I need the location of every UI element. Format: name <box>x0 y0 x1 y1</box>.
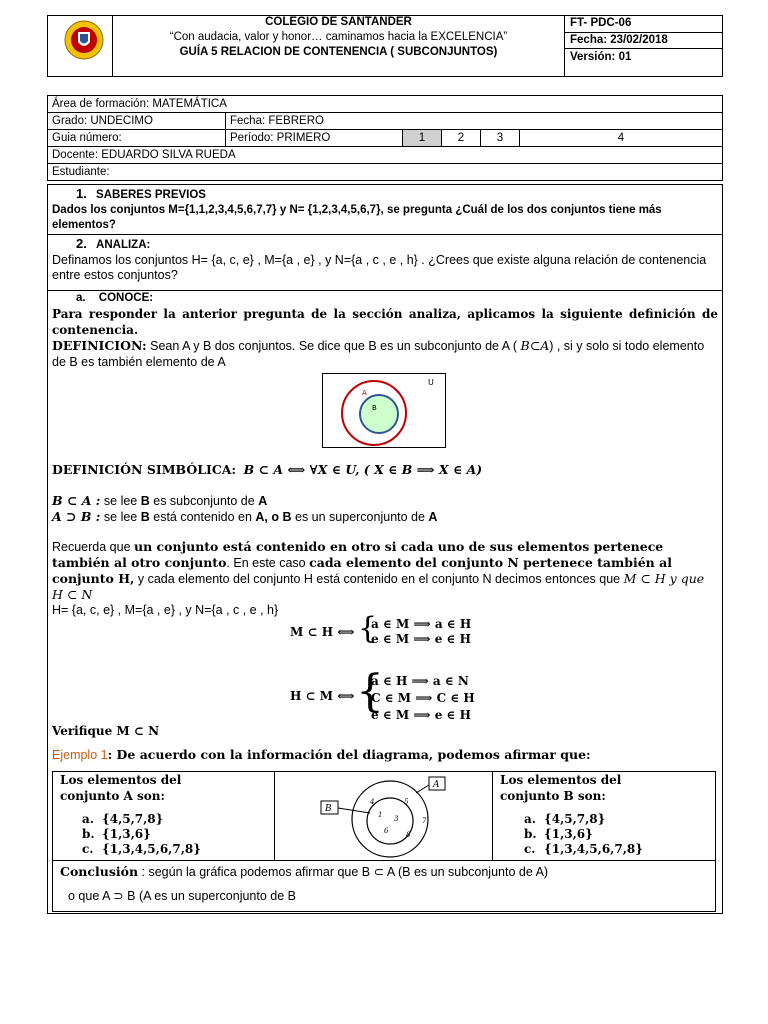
option-letter: b. <box>524 827 537 841</box>
reading-1-text-b: B <box>140 494 150 508</box>
right-option-c <box>524 842 643 857</box>
venn2-num: 1 <box>378 811 383 819</box>
reading-2-text-d: A, o B <box>255 510 292 524</box>
example-heading <box>52 747 591 762</box>
guide-title: GUÍA 5 RELACION DE CONTENENCIA ( SUBCONJUNTOS) <box>179 46 498 58</box>
venn2-num: 8 <box>406 831 411 839</box>
venn1-label-a: A <box>362 389 367 397</box>
option-value: {4,5,7,8} <box>544 812 606 826</box>
period-1: 1 <box>403 130 442 147</box>
example-col-2 <box>492 771 493 860</box>
header-code-line1 <box>564 32 723 33</box>
option-letter: c. <box>82 842 94 856</box>
reminder-text-4: cada elemento del conjunto N pertenece también al conjunto H, <box>52 555 672 586</box>
equation-2-lhs: H ⊂ M ⟺ <box>290 689 355 703</box>
equation-1-brace: { <box>358 611 378 646</box>
option-letter: a. <box>524 812 536 826</box>
example-col-1 <box>274 771 275 860</box>
conclusion-line-2: o que A ⊃ B (A es un superconjunto de B <box>68 889 296 903</box>
equation-2-row: e ∈ M ⟹ e ∈ H <box>371 708 471 722</box>
s3-title: CONOCE: <box>98 292 154 304</box>
definition <box>52 338 718 370</box>
reminder-text-7: H= {a, c, e} , M={a , e} , y N={a , c , e , h} <box>52 603 279 617</box>
reminder-paragraph <box>52 539 712 618</box>
period-cell: Período: PRIMERO <box>226 130 403 147</box>
teacher-cell: Docente: EDUARDO SILVA RUEDA <box>48 147 723 164</box>
symbolic-label: DEFINICIÓN SIMBÓLICA: <box>52 462 237 477</box>
conclusion-line-1 <box>60 864 548 879</box>
s3-intro: Para responder la anterior pregunta de la sección analiza, aplicamos la siguiente definición de contenencia. <box>52 307 718 337</box>
right-options <box>524 812 643 857</box>
venn2-num: 4 <box>370 798 375 806</box>
venn2-label-b: B <box>325 804 332 814</box>
student-cell: Estudiante: <box>48 164 723 181</box>
venn2-num: 7 <box>422 817 427 825</box>
reading-2-text-b: B <box>140 510 150 524</box>
area-cell: Área de formación: MATEMÁTICA <box>48 96 723 113</box>
s3-number: a. <box>76 292 86 304</box>
definition-text-1: Sean A y B dos conjuntos. Se dice que B es un subconjunto de A ( <box>146 339 521 353</box>
s2-heading <box>76 236 150 251</box>
right-option-a <box>524 812 643 827</box>
period-4: 4 <box>520 130 723 147</box>
left-option-a <box>82 812 201 827</box>
equation-1-rows <box>371 617 471 647</box>
school-logo <box>64 20 104 60</box>
reading-1-symbol: B ⊂ A : <box>52 493 101 508</box>
right-option-b <box>524 827 643 842</box>
s2-number: 2. <box>76 236 87 251</box>
s1-heading <box>76 186 206 201</box>
divider-1 <box>47 234 723 235</box>
doc-version: Versión: 01 <box>570 51 632 63</box>
equation-2-row: a ∈ H ⟹ a ∈ N <box>371 674 469 688</box>
venn2-num: 3 <box>394 815 399 823</box>
option-value: {1,3,4,5,6,7,8} <box>544 842 643 856</box>
option-value: {1,3,6} <box>544 827 593 841</box>
venn-diagram-example <box>318 773 454 859</box>
school-motto: “Con audacia, valor y honor… caminamos hacia la EXCELENCIA” <box>169 31 508 43</box>
option-letter: c. <box>524 842 536 856</box>
period-2: 2 <box>442 130 481 147</box>
reminder-text-3: . En este caso <box>226 556 310 570</box>
option-value: {4,5,7,8} <box>102 812 164 826</box>
reminder-text-2: un conjunto está contenido en otro si cada uno de sus elementos pertenece también al otro conjunto <box>52 539 664 570</box>
s1-number: 1. <box>76 186 87 201</box>
doc-date: Fecha: 23/02/2018 <box>570 34 668 46</box>
header-code-line2 <box>564 48 723 49</box>
equation-1-row: e ∈ M ⟹ e ∈ H <box>371 632 471 646</box>
reminder-text-5: y cada elemento del conjunto H está contenido en el conjunto N decimos entonces que <box>134 572 624 586</box>
s3-heading <box>76 292 153 304</box>
reading-1-text-a: se lee <box>100 494 141 508</box>
grade-cell: Grado: UNDECIMO <box>48 113 226 130</box>
reminder-text-1: Recuerda que <box>52 540 135 554</box>
reading-2-text-f: A <box>428 510 438 524</box>
reading-2-symbol: A ⊃ B : <box>52 509 101 524</box>
venn2-label-a: A <box>433 780 440 790</box>
equation-2-rows <box>371 673 475 724</box>
reading-2-text-a: se lee <box>100 510 141 524</box>
info-table <box>47 95 723 181</box>
definition-symbol: B⊂A <box>520 338 550 353</box>
option-letter: a. <box>82 812 94 826</box>
s1-text: Dados los conjuntos M={1,1,2,3,4,5,6,7,7} y N= {1,2,3,4,5,6,7}, se pregunta ¿Cuál de los dos conjuntos tiene más elementos? <box>52 204 662 231</box>
s1-title: SABERES PREVIOS <box>96 189 206 201</box>
equation-2-brace: { <box>356 666 384 717</box>
equation-2-row: C ∈ M ⟹ C ∈ H <box>371 691 475 705</box>
definition-label: DEFINICION: <box>52 338 147 353</box>
s2-title: ANALIZA: <box>96 239 151 251</box>
left-options <box>82 812 201 857</box>
left-title: Los elementos del conjunto A son: <box>60 773 182 803</box>
left-option-c <box>82 842 201 857</box>
example-label: Ejemplo 1 <box>52 748 108 762</box>
reading-1-text-d: A <box>258 494 268 508</box>
left-option-b <box>82 827 201 842</box>
conclusion-text: : según la gráfica podemos afirmar que B ⊂ A (B es un subconjunto de A) <box>138 865 549 879</box>
option-letter: b. <box>82 827 95 841</box>
school-name: COLEGIO DE SANTANDER <box>265 16 412 28</box>
reminder-text-6: M ⊂ H y que H ⊂ N <box>52 571 705 602</box>
guide-number-cell: Guia número: <box>48 130 226 147</box>
reading-2-text-e: es un superconjunto de <box>291 510 429 524</box>
reading-1 <box>52 493 267 508</box>
example-row-divider <box>52 860 716 861</box>
header-divider-right <box>564 15 565 77</box>
divider-2 <box>47 290 723 291</box>
symbolic-definition <box>52 462 482 477</box>
right-title: Los elementos del conjunto B son: <box>500 773 622 803</box>
verify-text: Verifique M ⊂ N <box>52 724 160 738</box>
venn1-label-u: U <box>428 378 434 387</box>
option-value: {1,3,4,5,6,7,8} <box>102 842 201 856</box>
reading-1-text-c: es subconjunto de <box>149 494 259 508</box>
reading-2-text-c: está contenido en <box>149 510 256 524</box>
example-text: : De acuerdo con la información del diagrama, podemos afirmar que: <box>107 747 591 762</box>
definition-text-2: ) , si y solo si todo elemento de B es también elemento de A <box>52 339 705 369</box>
venn2-num: 6 <box>384 827 389 835</box>
venn-diagram-subset <box>322 373 446 448</box>
doc-code: FT- PDC-06 <box>570 17 632 29</box>
period-3: 3 <box>481 130 520 147</box>
equation-1-lhs: M ⊂ H ⟺ <box>290 625 355 639</box>
symbolic-formula: B ⊂ A ⟺ ∀X ∈ U, ( X ∈ B ⟹ X ∈ A) <box>243 462 483 477</box>
s2-text: Definamos los conjuntos H= {a, c, e} , M={a , e} , y N={a , c , e , h} . ¿Crees que existe alguna relación de contenencia entre estos conjuntos? <box>52 253 707 282</box>
reading-2 <box>52 509 437 524</box>
month-cell: Fecha: FEBRERO <box>226 113 723 130</box>
venn2-num: 5 <box>404 798 409 806</box>
option-value: {1,3,6} <box>102 827 151 841</box>
venn1-label-b: B <box>372 404 377 412</box>
conclusion-label: Conclusión <box>60 864 139 879</box>
equation-1-row: a ∈ M ⟹ a ∈ H <box>371 617 472 631</box>
